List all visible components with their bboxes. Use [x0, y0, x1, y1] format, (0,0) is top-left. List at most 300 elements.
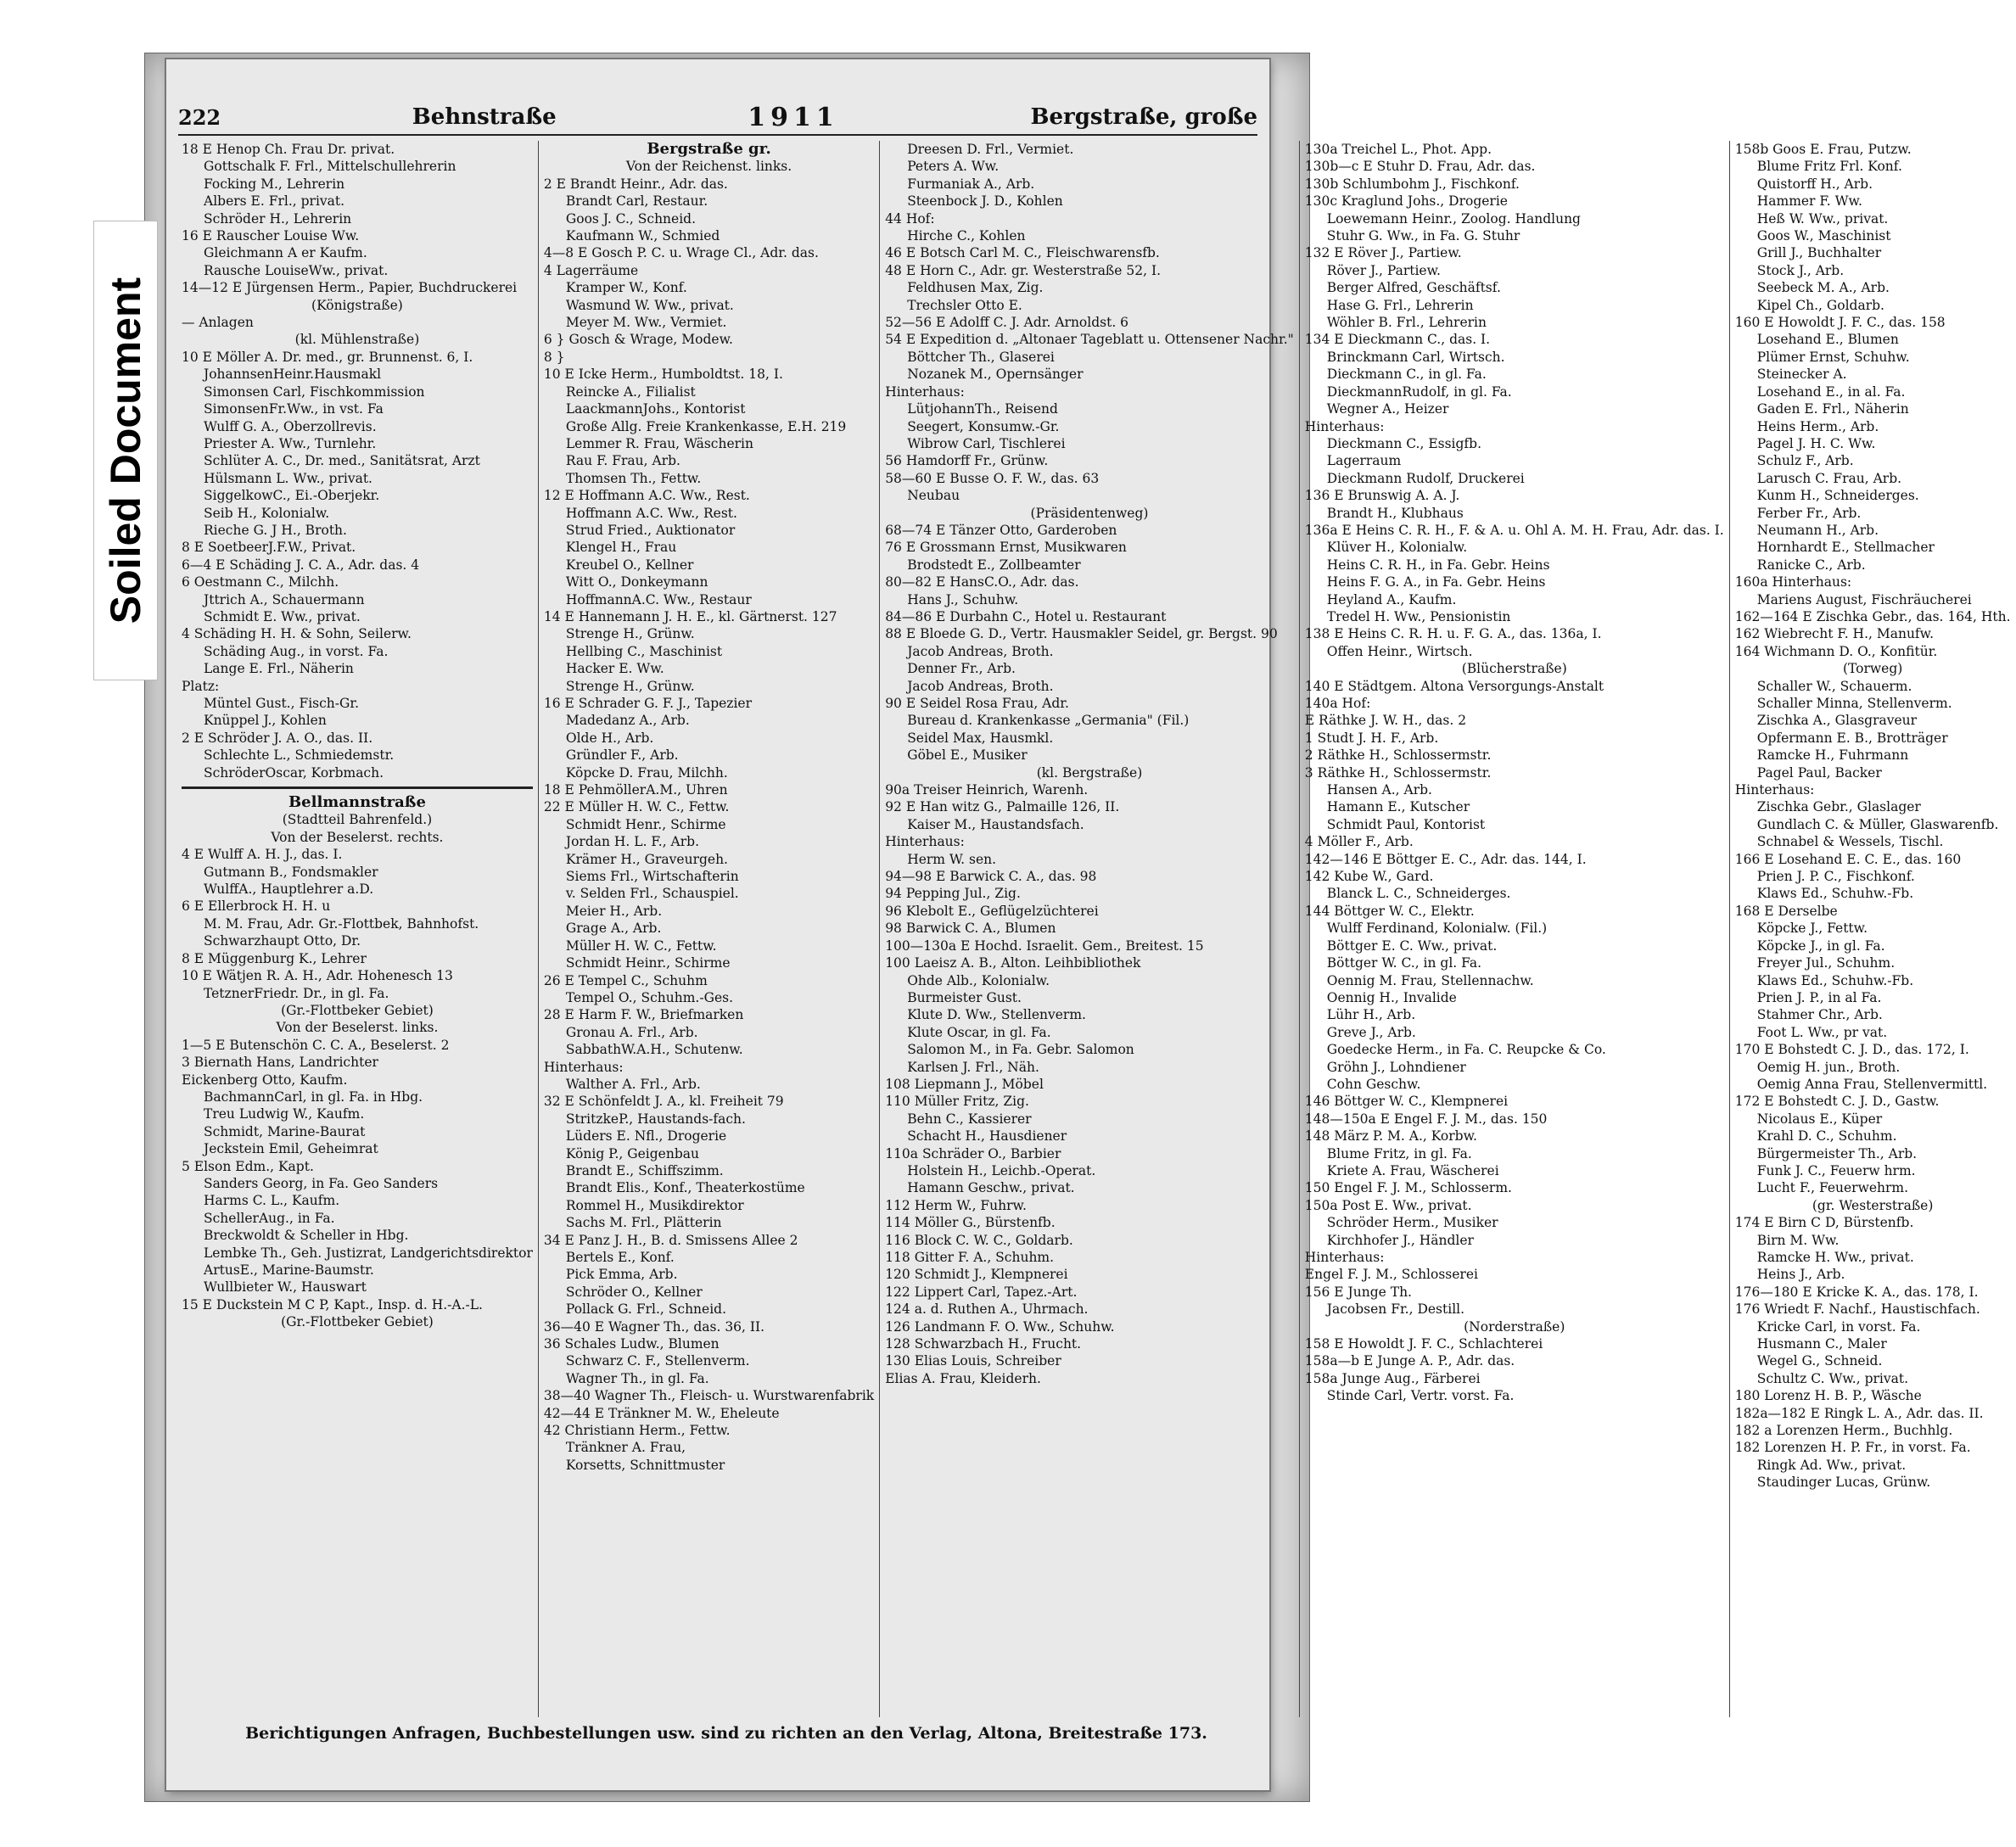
directory-entry: Simonsen Carl, Fischkommission [204, 383, 425, 400]
directory-entry: 58—60 E Busse O. F. W., das. 63 [885, 470, 1100, 486]
directory-entry: Müller H. W. C., Fettw. [565, 937, 717, 954]
directory-entry: Karlsen J. Frl., Näh. [907, 1059, 1039, 1075]
directory-entry: LütjohannTh., Reisend [907, 401, 1058, 417]
directory-entry: Stuhr G. Ww., in Fa. G. Stuhr [1326, 228, 1520, 244]
directory-entry: Jordan H. L. F., Arb. [565, 834, 700, 850]
directory-entry: Jacobsen Fr., Destill. [1326, 1301, 1465, 1318]
directory-entry: Schulz F., Arb. [1756, 453, 1854, 469]
directory-entry: 34 E Panz J. H., B. d. Smissens Allee 2 [543, 1232, 798, 1248]
directory-entry: Wibrow Carl, Tischlerei [907, 435, 1066, 451]
directory-entry: 160a Hinterhaus: [1734, 574, 1852, 590]
directory-entry: 26 E Tempel C., Schuhm [543, 972, 708, 988]
directory-entry: Meyer M. Ww., Vermiet. [565, 315, 727, 331]
year-heading: 1911 [748, 102, 839, 132]
directory-entry: 134 E Dieckmann C., das. I. [1304, 332, 1491, 348]
directory-entry: 118 Gitter F. A., Schuhm. [885, 1250, 1055, 1265]
directory-entry: Oennig H., Invalide [1326, 989, 1457, 1005]
directory-entry: 46 E Botsch Carl M. C., Fleischwarensfb. [885, 245, 1160, 261]
directory-entry: Lemmer R. Frau, Wäscherin [565, 435, 753, 451]
directory-entry: Röver J., Partiew. [1326, 262, 1441, 278]
directory-entry: Ringk Ad. Ww., privat. [1756, 1457, 1907, 1473]
directory-entry: Schaller Minna, Stellenverm. [1756, 696, 1952, 711]
directory-entry: SiggelkowC., Ei.-Oberjekr. [204, 488, 380, 504]
directory-entry: 8 } [543, 349, 565, 365]
directory-entry: Stinde Carl, Vertr. vorst. Fa. [1326, 1388, 1515, 1404]
directory-entry: Gaden E. Frl., Näherin [1756, 401, 1909, 417]
directory-entry: Freyer Jul., Schuhm. [1756, 955, 1896, 971]
directory-entry: Blume Fritz Frl. Konf. [1756, 159, 1902, 175]
directory-entry: 84—86 E Durbahn C., Hotel u. Restaurant [885, 608, 1167, 624]
directory-entry: Hornhardt E., Stellmacher [1756, 540, 1935, 556]
directory-entry: 130b Schlumbohm J., Fischkonf. [1304, 176, 1520, 192]
directory-entry: 180 Lorenz H. B. P., Wäsche [1734, 1388, 1922, 1404]
directory-entry: 3 Biernath Hans, Landrichter [182, 1055, 378, 1071]
directory-entry: Gundlach C. & Müller, Glaswarenfb. [1756, 816, 1999, 832]
directory-entry: Krahl D. C., Schuhm. [1756, 1128, 1897, 1145]
directory-entry: Dieckmann C., Essigfb. [1326, 435, 1482, 451]
directory-entry: Große Allg. Freie Krankenkasse, E.H. 219 [565, 418, 847, 434]
directory-entry: Steinecker A. [1756, 367, 1847, 383]
directory-entry: Nicolaus E., Küper [1756, 1111, 1883, 1127]
directory-entry: Dieckmann C., in gl. Fa. [1326, 367, 1487, 383]
directory-entry: Hinterhaus: [1304, 1250, 1385, 1265]
directory-entry: Stahmer Chr., Arb. [1756, 1007, 1883, 1023]
directory-entry: Heins C. R. H., in Fa. Gebr. Heins [1326, 557, 1550, 573]
directory-entry: v. Selden Frl., Schauspiel. [565, 886, 739, 902]
directory-entry: Brandt H., Klubhaus [1326, 505, 1464, 521]
directory-entry: E Räthke J. W. H., das. 2 [1304, 713, 1467, 729]
directory-entry: Heins J., Arb. [1756, 1267, 1845, 1283]
directory-entry: 2 Räthke H., Schlossermstr. [1304, 747, 1492, 764]
directory-entry: Schröder O., Kellner [565, 1284, 703, 1300]
directory-entry: SimonsenFr.Ww., in vst. Fa [204, 401, 384, 417]
directory-entry: Offen Heinr., Wirtsch. [1326, 643, 1473, 659]
directory-entry: Müntel Gust., Fisch-Gr. [204, 696, 360, 711]
directory-entry: Seib H., Kolonialw. [204, 505, 330, 521]
directory-entry: 130a Treichel L., Phot. App. [1304, 142, 1492, 157]
directory-entry: 148—150a E Engel F. J. M., das. 150 [1304, 1111, 1548, 1127]
directory-entry: Seegert, Konsumw.-Gr. [907, 418, 1060, 434]
directory-entry: Lüders E. Nfl., Drogerie [565, 1128, 727, 1145]
directory-entry: 18 E Henop Ch. Frau Dr. privat. [182, 142, 395, 157]
directory-entry: Köpcke J., Fettw. [1756, 921, 1868, 937]
directory-entry: Lagerraum [1326, 453, 1402, 469]
cross-street: (Gr.-Flottbeker Gebiet) [281, 1314, 434, 1330]
direction-note: Von der Reichenst. links. [625, 159, 792, 175]
directory-entry: JohannsenHeinr.Hausmakl [204, 367, 382, 383]
directory-entry: Hinterhaus: [543, 1059, 624, 1075]
directory-entry: 94 Pepping Jul., Zig. [885, 886, 1021, 902]
street-heading: Bergstraße gr. [647, 140, 771, 158]
cross-street: (Blücherstraße) [1461, 661, 1567, 677]
footer-notice: Berichtigungen Anfragen, Buchbestellungen usw. sind zu richten an den Verlag, Altona, Breitestraße 173. [245, 1724, 1207, 1743]
directory-entry: 4 E Wulff A. H. J., das. I. [182, 847, 343, 863]
directory-entry: 12 E Hoffmann A.C. Ww., Rest. [543, 488, 750, 504]
directory-entry: 172 E Bohstedt C. J. D., Gastw. [1734, 1094, 1940, 1110]
directory-entry: Jeckstein Emil, Geheimrat [204, 1141, 378, 1157]
directory-entry: 110a Schräder O., Barbier [885, 1145, 1061, 1161]
directory-entry: 2 E Schröder J. A. O., das. II. [182, 730, 373, 746]
directory-entry: Bertels E., Konf. [565, 1250, 675, 1265]
directory-entry: Kunm H., Schneiderges. [1756, 488, 1919, 504]
directory-entry: Schröder Herm., Musiker [1326, 1215, 1498, 1231]
cross-street: (Norderstraße) [1464, 1318, 1565, 1335]
directory-entry: 158a—b E Junge A. P., Adr. das. [1304, 1353, 1515, 1369]
directory-entry: 162—164 E Zischka Gebr., das. 164, Hth. [1734, 608, 2011, 624]
directory-entry: 96 Klebolt E., Geflügelzüchterei [885, 903, 1099, 919]
directory-entry: 94—98 E Barwick C. A., das. 98 [885, 869, 1097, 885]
directory-entry: 176 Wriedt F. Nachf., Haustischfach. [1734, 1301, 1980, 1318]
directory-entry: 3 Räthke H., Schlossermstr. [1304, 764, 1492, 781]
directory-entry: Heß W. Ww., privat. [1756, 210, 1889, 227]
directory-entry: Köpcke J., in gl. Fa. [1756, 937, 1885, 954]
directory-entry: 68—74 E Tänzer Otto, Garderoben [885, 522, 1117, 538]
directory-entry: 36—40 E Wagner Th., das. 36, II. [543, 1318, 765, 1335]
directory-entry: Furmaniak A., Arb. [907, 176, 1035, 192]
directory-entry: Heyland A., Kaufm. [1326, 591, 1457, 607]
directory-entry: SchellerAug., in Fa. [204, 1210, 335, 1226]
column-2 [539, 141, 880, 1717]
directory-entry: Strud Fried., Auktionator [565, 522, 736, 538]
directory-entry: 130b—c E Stuhr D. Frau, Adr. das. [1304, 159, 1536, 175]
directory-entry: 6—4 E Schäding J. C. A., Adr. das. 4 [182, 557, 420, 573]
directory-entry: 10 E Icke Herm., Humboldtst. 18, I. [543, 367, 783, 383]
directory-entry: 160 E Howoldt J. F. C., das. 158 [1734, 315, 1946, 331]
directory-entry: Dreesen D. Frl., Vermiet. [907, 142, 1074, 157]
directory-entry: Seebeck M. A., Arb. [1756, 280, 1890, 296]
directory-entry: Hinterhaus: [1304, 418, 1385, 434]
directory-entry: 158 E Howoldt J. F. C., Schlachterei [1304, 1336, 1543, 1352]
directory-entry: Wagner Th., in gl. Fa. [565, 1370, 709, 1386]
directory-entry: 128 Schwarzbach H., Frucht. [885, 1336, 1082, 1352]
directory-entry: Staudinger Lucas, Grünw. [1756, 1475, 1931, 1491]
directory-entry: Pagel J. H. C. Ww. [1756, 435, 1876, 451]
directory-entry: 6 Oestmann C., Milchh. [182, 574, 339, 590]
directory-entry: Strenge H., Grünw. [565, 678, 695, 694]
directory-entry: 130 Elias Louis, Schreiber [885, 1353, 1061, 1369]
directory-entry: Neumann H., Arb. [1756, 522, 1879, 538]
column-1 [176, 141, 539, 1717]
directory-entry: Gottschalk F. Frl., Mittelschullehrerin [204, 159, 456, 175]
directory-entry: Brandt E., Schiffszimm. [565, 1162, 724, 1178]
directory-entry: Gutmann B., Fondsmakler [204, 864, 378, 880]
left-street-heading: Behnstraße [412, 104, 557, 130]
directory-entry: 14 E Hannemann J. H. E., kl. Gärtnerst. 127 [543, 608, 837, 624]
directory-entry: Focking M., Lehrerin [204, 176, 345, 192]
directory-entry: Zischka Gebr., Glaslager [1756, 799, 1921, 815]
directory-entry: Trechsler Otto E. [907, 297, 1022, 313]
directory-entry: Ranicke C., Arb. [1756, 557, 1866, 573]
directory-entry: Kramper W., Konf. [565, 280, 687, 296]
directory-entry: Jttrich A., Schauermann [204, 591, 365, 607]
directory-entry: Krämer H., Graveurgeh. [565, 851, 728, 867]
directory-entry: Dieckmann Rudolf, Druckerei [1326, 470, 1525, 486]
directory-entry: Birn M. Ww. [1756, 1232, 1840, 1248]
directory-entry: Kaiser M., Haustandsfach. [907, 816, 1084, 832]
directory-entry: HoffmannA.C. Ww., Restaur [565, 591, 752, 607]
directory-entry: Siems Frl., Wirtschafterin [565, 869, 739, 885]
directory-entry: Schlüter A. C., Dr. med., Sanitätsrat, Arzt [204, 453, 480, 469]
directory-entry: Korsetts, Schnittmuster [565, 1457, 725, 1473]
directory-entry: 90a Treiser Heinrich, Warenh. [885, 782, 1089, 798]
directory-entry: 114 Möller G., Bürstenfb. [885, 1215, 1056, 1231]
directory-entry: Holstein H., Leichb.-Operat. [907, 1162, 1096, 1178]
directory-entry: 92 E Han witz G., Palmaille 126, II. [885, 799, 1120, 815]
directory-entry: Reincke A., Filialist [565, 383, 696, 400]
directory-entry: 116 Block C. W. C., Goldarb. [885, 1232, 1073, 1248]
directory-entry: 120 Schmidt J., Klempnerei [885, 1267, 1068, 1283]
directory-entry: 174 E Birn C D, Bürstenfb. [1734, 1215, 1914, 1231]
directory-entry: 124 a. d. Ruthen A., Uhrmach. [885, 1301, 1089, 1318]
directory-entry: Ramcke H., Fuhrmann [1756, 747, 1909, 764]
directory-entry: 1—5 E Butenschön C. C. A., Beselerst. 2 [182, 1037, 450, 1053]
directory-entry: Rommel H., Musikdirektor [565, 1197, 744, 1213]
directory-entry: Lembke Th., Geh. Justizrat, Landgerichtsdirektor [204, 1245, 533, 1261]
directory-entry: Grill J., Buchhalter [1756, 245, 1882, 261]
directory-entry: Schwarzhaupt Otto, Dr. [204, 933, 361, 949]
directory-entry: Wullbieter W., Hauswart [204, 1279, 367, 1296]
directory-entry: König P., Geigenbau [565, 1145, 699, 1161]
directory-entry: Gröhn J., Lohndiener [1326, 1059, 1466, 1075]
directory-entry: Schnabel & Wessels, Tischl. [1756, 834, 1944, 850]
directory-entry: Engel F. J. M., Schlosserei [1304, 1267, 1478, 1283]
right-street-heading: Bergstraße, große [1030, 104, 1257, 130]
directory-entry: Witt O., Donkeymann [565, 574, 708, 590]
directory-entry: Wulff Ferdinand, Kolonialw. (Fil.) [1326, 921, 1548, 937]
directory-entry: BachmannCarl, in gl. Fa. in Hbg. [204, 1089, 423, 1105]
directory-entry: Schacht H., Hausdiener [907, 1128, 1067, 1145]
directory-entry: Treu Ludwig W., Kaufm. [204, 1106, 365, 1122]
directory-entry: 112 Herm W., Fuhrw. [885, 1197, 1027, 1213]
directory-entry: Bureau d. Krankenkasse „Germania" (Fil.) [907, 713, 1190, 729]
directory-entry: Olde H., Arb. [565, 730, 654, 746]
directory-entry: Herm W. sen. [907, 851, 997, 867]
directory-entry: 88 E Bloede G. D., Vertr. Hausmakler Seidel, gr. Bergst. 90 [885, 626, 1278, 642]
directory-entry: Tredel H. Ww., Pensionistin [1326, 608, 1511, 624]
directory-entry: 150a Post E. Ww., privat. [1304, 1197, 1472, 1213]
directory-entry: Oemig H. jun., Broth. [1756, 1059, 1901, 1075]
directory-entry: Rau F. Frau, Arb. [565, 453, 680, 469]
directory-entry: Goos J. C., Schneid. [565, 210, 697, 227]
direction-note: Von der Beselerst. rechts. [271, 829, 444, 845]
directory-entry: Schmidt Heinr., Schirme [565, 955, 731, 971]
directory-entry: Gründler F., Arb. [565, 747, 679, 764]
directory-entry: Tränkner A. Frau, [565, 1440, 686, 1456]
directory-entry: Bürgermeister Th., Arb. [1756, 1145, 1918, 1161]
directory-entry: Klüver H., Kolonialw. [1326, 540, 1468, 556]
directory-entry: 16 E Schrader G. F. J., Tapezier [543, 696, 752, 711]
directory-entry: 22 E Müller H. W. C., Fettw. [543, 799, 730, 815]
page-header [178, 100, 1257, 136]
directory-entry: 176—180 E Kricke K. A., das. 178, I. [1734, 1284, 1979, 1300]
column-5 [1730, 141, 2016, 1717]
directory-entry: Hase G. Frl., Lehrerin [1326, 297, 1474, 313]
directory-entry: Oemig Anna Frau, Stellenvermittl. [1756, 1076, 1988, 1092]
directory-entry: Hamann E., Kutscher [1326, 799, 1470, 815]
directory-entry: ArtusE., Marine-Baumstr. [204, 1262, 374, 1278]
directory-entry: 4—8 E Gosch P. C. u. Wrage Cl., Adr. das. [543, 245, 819, 261]
directory-entry: 38—40 Wagner Th., Fleisch- u. Wurstwarenfabrik [543, 1388, 875, 1404]
directory-entry: 32 E Schönfeldt J. A., kl. Freiheit 79 [543, 1094, 784, 1110]
directory-entry: Breckwoldt & Scheller in Hbg. [204, 1228, 409, 1244]
directory-entry: Brodstedt E., Zollbeamter [907, 557, 1081, 573]
directory-entry: Klaws Ed., Schuhw.-Fb. [1756, 972, 1914, 988]
directory-entry: 126 Landmann F. O. Ww., Schuhw. [885, 1318, 1115, 1335]
directory-entry: Priester A. Ww., Turnlehr. [204, 435, 377, 451]
cross-street: (Torweg) [1842, 661, 1903, 677]
directory-entry: Quistorff H., Arb. [1756, 176, 1873, 192]
directory-entry: Ohde Alb., Kolonialw. [907, 972, 1050, 988]
directory-entry: Lühr H., Arb. [1326, 1007, 1416, 1023]
directory-entry: 5 Elson Edm., Kapt. [182, 1158, 314, 1174]
directory-entry: Klute D. Ww., Stellenverm. [907, 1007, 1086, 1023]
directory-entry: Wegel G., Schneid. [1756, 1353, 1883, 1369]
directory-entry: 146 Böttger W. C., Klempnerei [1304, 1094, 1509, 1110]
directory-entry: Schmidt Henr., Schirme [565, 816, 726, 832]
directory-entry: 8 E SoetbeerJ.F.W., Privat. [182, 540, 356, 556]
directory-columns [176, 140, 2011, 1717]
directory-entry: Schlechte L., Schmiedemstr. [204, 747, 395, 764]
directory-entry: Meier H., Arb. [565, 903, 663, 919]
directory-entry: Rausche LouiseWw., privat. [204, 262, 389, 278]
directory-entry: Steenbock J. D., Kohlen [907, 193, 1063, 210]
directory-entry: 150 Engel F. J. M., Schlosserm. [1304, 1180, 1512, 1196]
directory-entry: Feldhusen Max, Zig. [907, 280, 1044, 296]
directory-entry: Pollack G. Frl., Schneid. [565, 1301, 727, 1318]
directory-entry: Thomsen Th., Fettw. [565, 470, 702, 486]
directory-entry: Prien J. P. C., Fischkonf. [1756, 869, 1915, 885]
directory-entry: Kriete A. Frau, Wäscherei [1326, 1162, 1499, 1178]
directory-entry: 90 E Seidel Rosa Frau, Adr. [885, 696, 1069, 711]
directory-entry: 132 E Röver J., Partiew. [1304, 245, 1462, 261]
directory-entry: 76 E Grossmann Ernst, Musikwaren [885, 540, 1127, 556]
directory-entry: Neubau [907, 488, 960, 504]
directory-entry: 158a Junge Aug., Färberei [1304, 1370, 1481, 1386]
cross-street: (Gr.-Flottbeker Gebiet) [281, 1002, 434, 1018]
directory-entry: 182a—182 E Ringk L. A., Adr. das. II. [1734, 1405, 1984, 1421]
directory-entry: Funk J. C., Feuerw hrm. [1756, 1162, 1916, 1178]
directory-entry: Brandt Carl, Restaur. [565, 193, 708, 210]
directory-entry: 52—56 E Adolff C. J. Adr. Arnoldst. 6 [885, 315, 1129, 331]
directory-entry: 4 Möller F., Arb. [1304, 834, 1414, 850]
directory-entry: 162 Wiebrecht F. H., Manufw. [1734, 626, 1935, 642]
directory-entry: 18 E PehmöllerA.M., Uhren [543, 782, 728, 798]
directory-entry: 130c Kraglund Johs., Drogerie [1304, 193, 1508, 210]
directory-entry: — Anlagen [182, 315, 254, 331]
directory-entry: Sanders Georg, in Fa. Geo Sanders [204, 1175, 439, 1191]
directory-entry: 122 Lippert Carl, Tapez.-Art. [885, 1284, 1078, 1300]
directory-entry: Mariens August, Fischräucherei [1756, 591, 1972, 607]
directory-entry: Hammer F. Ww. [1756, 193, 1862, 210]
directory-entry: Hinterhaus: [1734, 782, 1815, 798]
directory-entry: Lucht F., Feuerwehrm. [1756, 1180, 1909, 1196]
directory-entry: 168 E Derselbe [1734, 903, 1838, 919]
directory-entry: 56 Hamdorff Fr., Grünw. [885, 453, 1049, 469]
directory-entry: 140a Hof: [1304, 696, 1371, 711]
soiled-document-stamp [93, 221, 158, 680]
directory-entry: Oennig M. Frau, Stellennachw. [1326, 972, 1534, 988]
directory-entry: Wulff G. A., Oberzollrevis. [204, 418, 377, 434]
directory-entry: Brinckmann Carl, Wirtsch. [1326, 349, 1505, 365]
directory-entry: Prien J. P., in al Fa. [1756, 989, 1882, 1005]
directory-entry: 142 Kube W., Gard. [1304, 869, 1434, 885]
directory-entry: Stock J., Arb. [1756, 262, 1845, 278]
directory-entry: Husmann C., Maler [1756, 1336, 1887, 1352]
directory-entry: 166 E Losehand E. C. E., das. 160 [1734, 851, 1962, 867]
directory-entry: Wöhler B. Frl., Lehrerin [1326, 315, 1487, 331]
directory-entry: Ferber Fr., Arb. [1756, 505, 1862, 521]
directory-entry: 8 E Müggenburg K., Lehrer [182, 950, 367, 966]
directory-entry: Kipel Ch., Goldarb. [1756, 297, 1884, 313]
directory-entry: Hirche C., Kohlen [907, 228, 1026, 244]
directory-entry: Gronau A. Frl., Arb. [565, 1024, 698, 1040]
directory-entry: 42 Christiann Herm., Fettw. [543, 1423, 731, 1439]
directory-entry: 100 Laeisz A. B., Alton. Leihbibliothek [885, 955, 1141, 971]
directory-entry: Opfermann E. B., Brotträger [1756, 730, 1948, 746]
directory-entry: Schmidt Paul, Kontorist [1326, 816, 1486, 832]
directory-entry: Klute Oscar, in gl. Fa. [907, 1024, 1051, 1040]
directory-entry: 15 E Duckstein M C P, Kapt., Insp. d. H.-A.-L. [182, 1296, 483, 1312]
directory-entry: Böttcher Th., Glaserei [907, 349, 1055, 365]
directory-entry: Klaws Ed., Schuhw.-Fb. [1756, 886, 1914, 902]
directory-entry: 4 Schäding H. H. & Sohn, Seilerw. [182, 626, 412, 642]
directory-entry: Schaller W., Schauerm. [1756, 678, 1912, 694]
directory-entry: Nozanek M., Opernsänger [907, 367, 1084, 383]
directory-entry: Strenge H., Grünw. [565, 626, 695, 642]
directory-entry: 48 E Horn C., Adr. gr. Westerstraße 52, I. [885, 262, 1162, 278]
directory-entry: Jacob Andreas, Broth. [907, 643, 1054, 659]
directory-entry: Platz: [182, 678, 220, 694]
directory-entry: 54 E Expedition d. „Altonaer Tageblatt u. Ottensener Nachr." [885, 332, 1294, 348]
directory-entry: 98 Barwick C. A., Blumen [885, 921, 1056, 937]
directory-entry: Walther A. Frl., Arb. [565, 1076, 701, 1092]
directory-entry: 108 Liepmann J., Möbel [885, 1076, 1044, 1092]
directory-entry: 28 E Harm F. W., Briefmarken [543, 1007, 744, 1023]
directory-entry: Goedecke Herm., in Fa. C. Reupcke & Co. [1326, 1042, 1606, 1058]
cross-street: (Königstraße) [311, 297, 403, 313]
directory-entry: Böttger E. C. Ww., privat. [1326, 937, 1498, 954]
column-4 [1300, 141, 1730, 1717]
directory-entry: Schmidt E. Ww., privat. [204, 608, 361, 624]
directory-entry: Schmidt, Marine-Baurat [204, 1123, 366, 1139]
directory-entry: 158b Goos E. Frau, Putzw. [1734, 142, 1912, 157]
cross-street: (kl. Bergstraße) [1036, 764, 1143, 781]
directory-entry: Larusch C. Frau, Arb. [1756, 470, 1902, 486]
directory-entry: Hellbing C., Maschinist [565, 643, 723, 659]
directory-entry: 1 Studt J. H. F., Arb. [1304, 730, 1439, 746]
directory-entry: 144 Böttger W. C., Elektr. [1304, 903, 1475, 919]
directory-entry: Plümer Ernst, Schuhw. [1756, 349, 1910, 365]
directory-entry: 42—44 E Tränkner M. W., Eheleute [543, 1405, 780, 1421]
directory-entry: StritzkeP., Haustands-fach. [565, 1111, 746, 1127]
directory-entry: Gleichmann A er Kaufm. [204, 245, 367, 261]
directory-entry: Göbel E., Musiker [907, 747, 1028, 764]
directory-entry: LaackmannJohs., Kontorist [565, 401, 746, 417]
directory-entry: SabbathW.A.H., Schutenw. [565, 1042, 743, 1058]
directory-entry: Denner Fr., Arb. [907, 661, 1016, 677]
directory-entry: Seidel Max, Hausmkl. [907, 730, 1054, 746]
directory-entry: Hacker E. Ww. [565, 661, 664, 677]
directory-entry: Hans J., Schuhw. [907, 591, 1019, 607]
directory-entry: 2 E Brandt Heinr., Adr. das. [543, 176, 728, 192]
directory-entry: 182 Lorenzen H. P. Fr., in vorst. Fa. [1734, 1440, 1971, 1456]
directory-entry: Kirchhofer J., Händler [1326, 1232, 1474, 1248]
directory-entry: Grage A., Arb. [565, 921, 662, 937]
directory-entry: 140 E Städtgem. Altona Versorgungs-Anstalt [1304, 678, 1604, 694]
directory-entry: Heins F. G. A., in Fa. Gebr. Heins [1326, 574, 1546, 590]
directory-entry: Madedanz A., Arb. [565, 713, 690, 729]
column-3 [880, 141, 1300, 1717]
